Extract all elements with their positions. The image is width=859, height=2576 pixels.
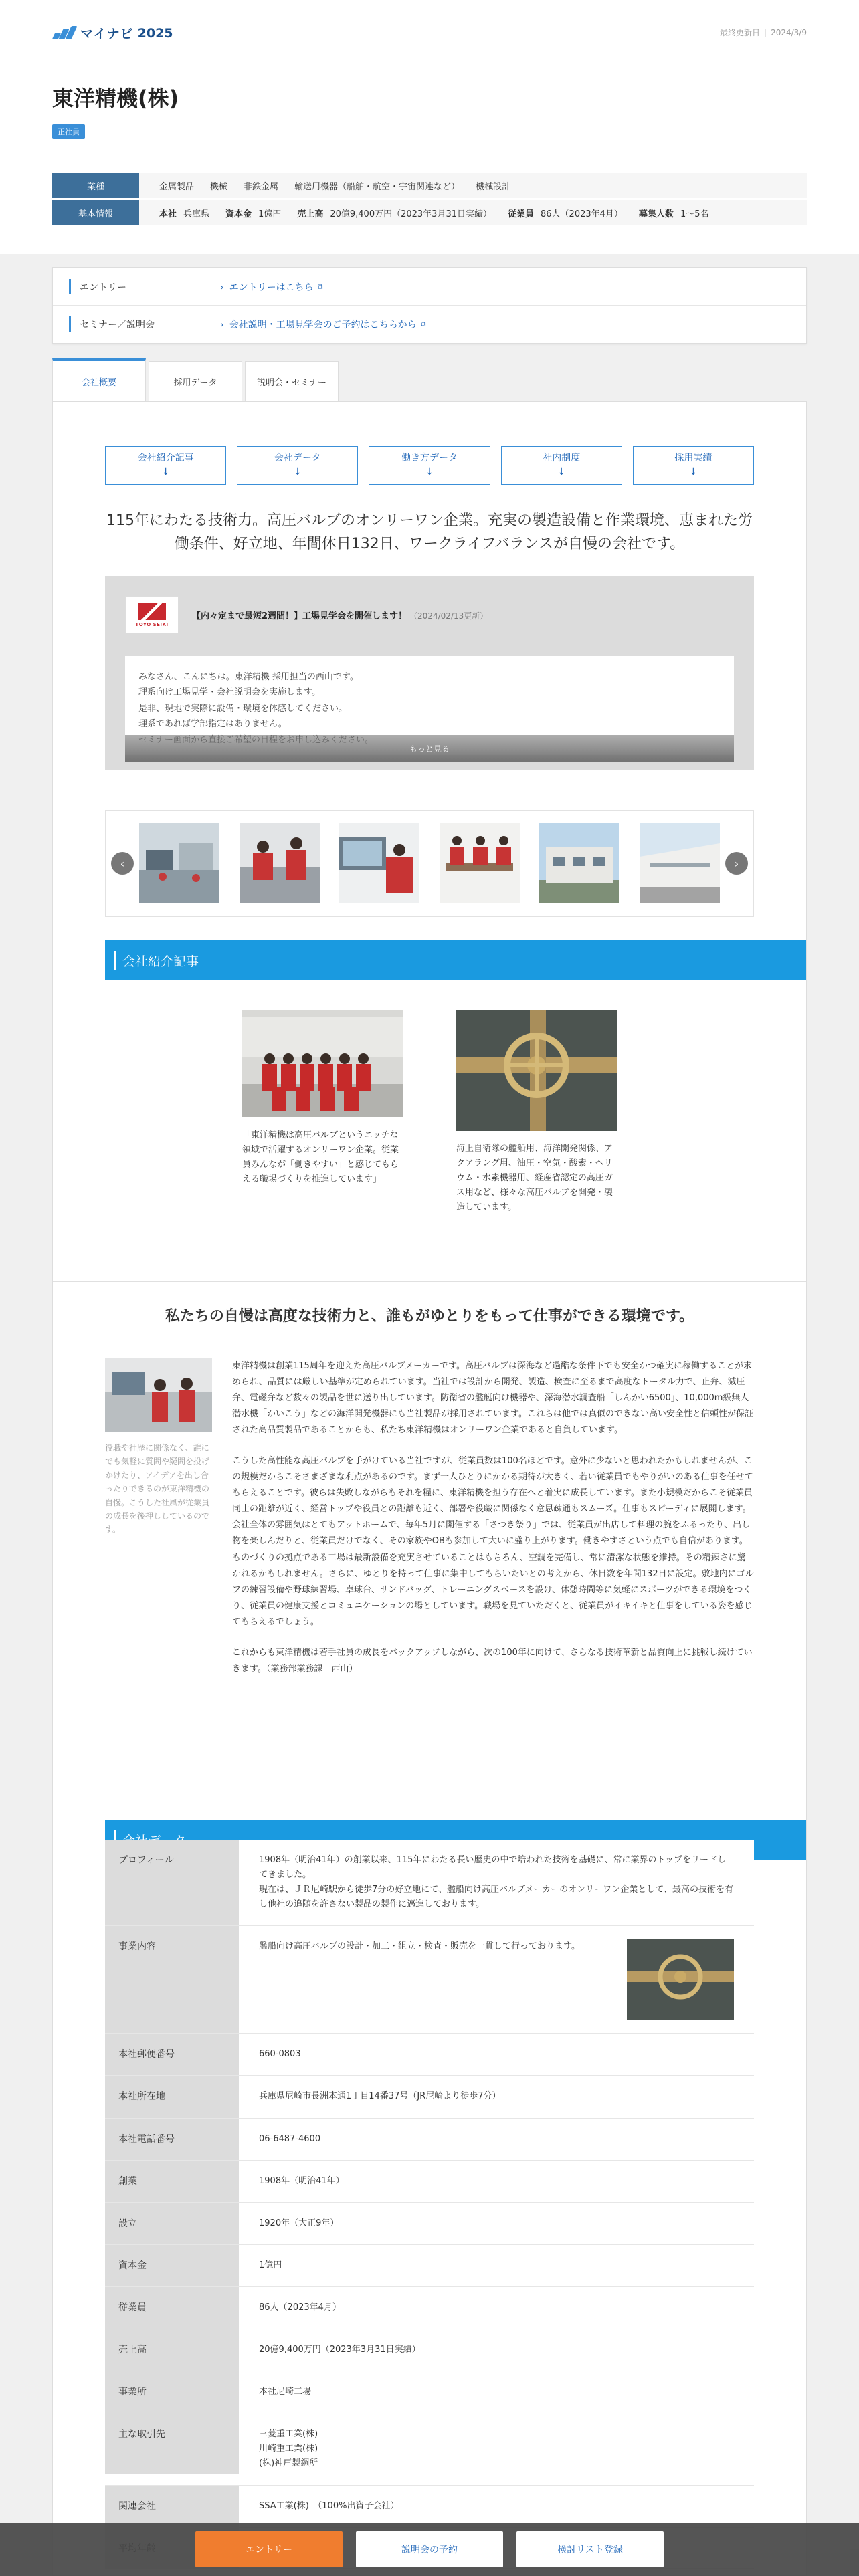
arrow-down-icon: ↓ xyxy=(557,467,566,477)
article-list xyxy=(105,1010,754,1238)
business-photo xyxy=(627,1939,734,2020)
basic-info-label: 基本情報 xyxy=(52,200,139,225)
data-label: 資本金 xyxy=(105,2245,239,2286)
subnav-articles[interactable]: 会社紹介記事 ↓ xyxy=(105,446,226,485)
pride-section xyxy=(105,1358,754,1677)
gallery-photo[interactable] xyxy=(339,823,419,903)
data-value: 三菱重工業(株) 川崎重工業(株) (株)神戸製鋼所 xyxy=(239,2413,754,2484)
company-name: 東洋精機(株) xyxy=(52,86,179,111)
arrow-down-icon: ↓ xyxy=(161,467,170,477)
data-row xyxy=(105,2245,754,2287)
basic-info-row xyxy=(52,200,807,225)
news-title: 【内々定まで最短2週間！】工場見学会を開催します！ （2024/02/13更新） xyxy=(192,611,488,621)
article-caption: 「東洋精機は高圧バルブというニッチな領域で活躍するオンリーワン企業。従業員みんなが「働きやすい」と感じてもらえる職場づくりを推進しています」 xyxy=(242,1130,399,1185)
logo-text: TOYO SEIKI xyxy=(135,621,169,627)
tab-recruitment-data[interactable]: 採用データ xyxy=(149,361,242,401)
read-more-button[interactable]: もっと見る xyxy=(125,735,734,762)
arrow-down-icon: ↓ xyxy=(425,467,434,477)
company-logo xyxy=(125,596,179,633)
news-box xyxy=(105,576,754,770)
gallery-photo[interactable] xyxy=(440,823,520,903)
subnav-work-style[interactable]: 働き方データ ↓ xyxy=(369,446,490,485)
add-to-list-button[interactable]: 検討リスト登録 xyxy=(516,2531,664,2567)
entry-label: エントリー xyxy=(80,282,126,293)
data-row-profile xyxy=(105,1840,754,1926)
pride-paragraph: これからも東洋精機は若手社員の成長をバックアップしながら、次の100年に向けて、さらなる技術革新と品質向上に挑戦し続けていきます。（業務部業務課 西山） xyxy=(232,1647,753,1674)
data-value: SSA工業(株) （100%出資子会社） xyxy=(239,2486,754,2527)
data-value: 06-6487-4600 xyxy=(239,2119,754,2160)
data-value: 1920年（大正9年） xyxy=(239,2203,754,2244)
pride-heading: 私たちの自慢は高度な技術力と、誰もがゆとりをもって仕事ができる環境です。 xyxy=(165,1308,694,1325)
data-value: 1億円 xyxy=(239,2245,754,2286)
article-photo-valve xyxy=(456,1010,617,1131)
data-row xyxy=(105,2371,754,2413)
catch-copy: 115年にわたる技術力。高圧バルブのオンリーワン企業。充実の製造設備と作業環境、恵まれた労働条件、好立地、年間休日132日、ワークライフバランスが自慢の会社です。 xyxy=(106,512,753,553)
business-description: 艦船向け高圧バルブの設計・加工・組立・検査・販売を一貫して行っております。 xyxy=(259,1941,580,1952)
news-date: （2024/02/13更新） xyxy=(409,611,488,621)
tab-seminars[interactable]: 説明会・セミナー xyxy=(245,361,339,401)
external-link-icon: ⧉ xyxy=(317,282,323,291)
seminar-row xyxy=(53,306,806,343)
data-row xyxy=(105,2034,754,2076)
news-line: 理系であれば学部指定はありません。 xyxy=(138,719,287,730)
company-data-table xyxy=(105,1840,754,2569)
photo-gallery xyxy=(105,810,754,917)
article-item xyxy=(450,1010,624,1238)
gallery-photo[interactable] xyxy=(139,823,219,903)
data-label: プロフィール xyxy=(105,1840,239,1925)
section-divider xyxy=(53,1281,806,1282)
pride-side-caption: 役職や社歴に関係なく、誰にでも気軽に質問や疑問を投げかけたり、アイデアを出し合ったりできるのが東洋精機の自慢。こうした社風が従業員の成長を後押ししているのです。 xyxy=(105,1443,210,1535)
seminar-link[interactable]: › 会社説明・工場見学会のご予約はこちらから xyxy=(220,318,417,331)
arrow-down-icon: ↓ xyxy=(293,467,302,477)
news-header xyxy=(125,596,734,633)
data-row xyxy=(105,2119,754,2161)
revenue: 売上高 20億9,400万円（2023年3月31日実績） xyxy=(297,209,492,219)
section-subnav xyxy=(105,446,754,485)
data-row xyxy=(105,2329,754,2371)
section-heading-articles: 会社紹介記事 xyxy=(105,940,807,980)
data-value: 20億9,400万円（2023年3月31日実績） xyxy=(239,2329,754,2371)
data-label: 創業 xyxy=(105,2161,239,2202)
industry-item: 金属製品 xyxy=(159,181,195,192)
data-label: 関連会社 xyxy=(105,2486,239,2527)
external-link-icon: ⧉ xyxy=(420,320,426,328)
article-item xyxy=(235,1010,409,1238)
data-label: 売上高 xyxy=(105,2329,239,2371)
mynavi-logo-icon xyxy=(52,26,76,41)
subnav-internal-systems[interactable]: 社内制度 ↓ xyxy=(501,446,622,485)
data-value: 86人（2023年4月） xyxy=(239,2287,754,2329)
gallery-photo[interactable] xyxy=(539,823,619,903)
company-summary xyxy=(0,67,859,254)
employees: 従業員 86人（2023年4月） xyxy=(508,209,623,219)
data-label: 本社所在地 xyxy=(105,2076,239,2117)
data-row xyxy=(105,2161,754,2203)
pride-paragraph: こうした高性能な高圧バルブを手がけている当社ですが、従業員数は100名ほどです。意外に少ないと思われたかもしれませんが、この規模だからこそさまざまな利点があるのです。まず一人ひとりにかかる期待が大きく、若い従業員でもやりがいのある仕事を任せてもらえることです。彼らは失敗しながらもそれを糧に、東洋精機を担う存在へと着実に成長しています。また小規模だからこそ従業員同士の距離が近く、経営トップや役員との距離も近く、部署や役職に関係なく意思疎通もスムーズ。仕事もスピーディに展開します。会社全体の雰囲気はとてもアットホームで、毎年5月に開催する「さつき祭り」では、従業員が出店して料理の腕をふるったり、出し物を楽しんだりと、従業員だけでなく、その家族やOBも参加して大いに盛り上がります。働きやすさという点でも自信があります。ものづくりの拠点である工場は最新設備を充実させていることはもちろん、空調を完備し、常に清潔な状態を維持。その精錬さに驚かれるかもしれません。さらに、ゆとりを持って仕事に集中してもらいたいとの考えから、休日数を年間132日に設定。敷地内にゴルフの練習設備や野球練習場、卓球台、サンドバッグ、トレーニングスペースを設け、休憩時間等に気軽にスポーツができる環境をつくり、従業員の健康支援とコミュニケーションの場としています。職場を見ていただくと、従業員がイキイキと仕事をしている姿を感じてもらえるでしょう。 xyxy=(232,1456,754,1627)
industry-row xyxy=(52,173,807,198)
data-value: 1908年（明治41年） xyxy=(239,2161,754,2202)
seminar-reservation-button[interactable]: 説明会の予約 xyxy=(356,2531,503,2567)
data-label: 主な取引先 xyxy=(105,2413,239,2474)
hiring-count: 募集人数 1～5名 xyxy=(638,209,709,219)
data-label: 設立 xyxy=(105,2203,239,2244)
sticky-action-bar xyxy=(0,2523,859,2576)
data-value xyxy=(239,1926,754,2033)
industry-item: 非鉄金属 xyxy=(244,181,279,192)
data-row xyxy=(105,2413,754,2485)
industry-item: 輸送用機器（船舶・航空・宇宙関連など） xyxy=(294,181,460,192)
data-row xyxy=(105,2203,754,2245)
toyo-seiki-logo-icon xyxy=(138,603,166,620)
entry-button[interactable]: エントリー xyxy=(195,2531,343,2567)
pride-sidebar xyxy=(105,1358,212,1677)
gallery-photo[interactable] xyxy=(240,823,320,903)
basic-info-values xyxy=(139,207,708,219)
subnav-company-data[interactable]: 会社データ ↓ xyxy=(237,446,358,485)
main-panel xyxy=(52,401,807,2576)
article-photo-group xyxy=(242,1010,403,1117)
office-photo xyxy=(105,1358,212,1432)
data-label: 事業内容 xyxy=(105,1926,239,2033)
industry-label: 業種 xyxy=(52,173,139,198)
last-updated: 最終更新日 | 2024/3/9 xyxy=(720,28,807,37)
data-value: 1908年（明治41年）の創業以来、115年にわたる長い歴史の中で培われた技術を基礎に、常に業界のトップをリードしてきました。 現在は、ＪＲ尼崎駅から徒歩7分の好立地にて、艦船向け高圧バルブメーカーのオンリーワン企業として、最高の技術を有し他社の追随を許さない製品の製作に邁進しております。 xyxy=(239,1840,754,1925)
entry-row xyxy=(53,268,806,306)
tab-company-overview[interactable]: 会社概要 xyxy=(52,358,146,401)
news-line: 理系向け工場見学・会社説明会を実施します。 xyxy=(138,687,320,698)
data-value: 兵庫県尼崎市長洲本通1丁目14番37号（JR尼崎より徒歩7分） xyxy=(239,2076,754,2117)
pride-paragraph: 東洋精機は創業115周年を迎えた高圧バルブメーカーです。高圧バルブは深海など過酷な条件下でも安全かつ確実に稼働することが求められ、品質には厳しい基準が定められています。当社では設計から開発、製造、検査に至るまで高度なトータル力で、止弁、減圧弁、電磁弁など数々の製品を世に送り出しています。防衛省の艦艇向け機器や、深海潜水調査船「しんかい6500」、10,000m級無人潜水機「かいこう」などの海洋開発機器にも当社製品が採用されています。これらは他では真似のできない高い安全性と信頼性が保証された高品質製品であることからも、私たち東洋精機はオンリーワン企業であると自負しています。 xyxy=(232,1361,753,1436)
article-caption: 海上自衛隊の艦船用、海洋開発関係、アクアラング用、油圧・空気・酸素・ヘリウム・水素機器用、経産省認定の高圧ガス用など、様々な高圧バルブを開発・製造しています。 xyxy=(456,1144,613,1213)
gallery-photo[interactable] xyxy=(640,823,720,903)
logo-text: マイナビ xyxy=(80,27,134,41)
entry-box xyxy=(52,267,807,344)
last-updated-label: 最終更新日 xyxy=(720,28,761,37)
news-line: みなさん、こんにちは。東洋精機 採用担当の西山です。 xyxy=(138,672,359,682)
company-info-table xyxy=(52,173,807,227)
hq-location: 本社 兵庫県 xyxy=(159,209,210,219)
capital: 資本金 1億円 xyxy=(225,209,282,219)
page-tabs xyxy=(52,361,339,401)
logo-year: 2025 xyxy=(137,25,173,41)
data-row xyxy=(105,2287,754,2329)
entry-link[interactable]: › エントリーはこちら xyxy=(220,280,314,294)
industry-values xyxy=(139,179,510,192)
data-value: 本社尼崎工場 xyxy=(239,2371,754,2413)
data-value: 660-0803 xyxy=(239,2034,754,2075)
news-line: 是非、現地で実際に設備・環境を体感してください。 xyxy=(138,703,348,714)
data-label: 従業員 xyxy=(105,2287,239,2329)
site-header xyxy=(0,0,859,67)
employment-type-badge: 正社員 xyxy=(52,124,85,139)
arrow-down-icon: ↓ xyxy=(689,467,698,477)
seminar-label: セミナー／説明会 xyxy=(80,320,155,330)
industry-item: 機械設計 xyxy=(476,181,511,192)
last-updated-date: 2024/3/9 xyxy=(771,28,807,37)
data-row xyxy=(105,2076,754,2118)
data-label: 本社電話番号 xyxy=(105,2119,239,2160)
subnav-hiring-record[interactable]: 採用実績 ↓ xyxy=(633,446,754,485)
mynavi-logo[interactable] xyxy=(52,24,173,42)
pride-text xyxy=(232,1358,754,1677)
industry-item: 機械 xyxy=(210,181,228,192)
data-row xyxy=(105,2486,754,2528)
gallery-track xyxy=(139,823,720,903)
gallery-prev-button[interactable]: ‹ xyxy=(111,852,134,875)
data-row-business xyxy=(105,1926,754,2034)
data-label: 事業所 xyxy=(105,2371,239,2413)
gallery-next-button[interactable]: › xyxy=(725,852,748,875)
data-label: 本社郵便番号 xyxy=(105,2034,239,2075)
